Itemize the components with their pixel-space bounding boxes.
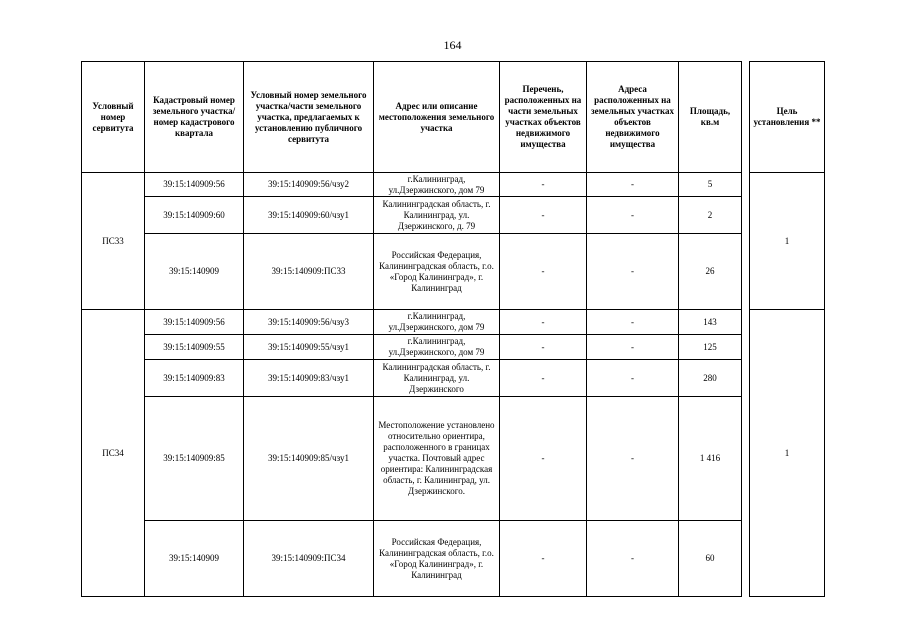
header-area: Площадь, кв.м [679, 62, 742, 173]
address-cell: г.Калининград, ул.Дзержинского, дом 79 [374, 310, 500, 335]
objects-cell: - [500, 521, 587, 597]
gap-cell [742, 173, 750, 310]
cadastral-cell: 39:15:140909:56 [145, 173, 244, 197]
objects-address-cell: - [587, 197, 679, 234]
page-number: 164 [443, 38, 462, 52]
address-cell: Российская Федерация, Калининградская область, г.о. «Город Калининград», г. Калининград [374, 234, 500, 310]
objects-cell: - [500, 360, 587, 397]
address-cell: Калининградская область, г. Калининград, ул. Дзержинского, д. 79 [374, 197, 500, 234]
table-row [82, 173, 825, 197]
cadastral-cell: 39:15:140909:60 [145, 197, 244, 234]
address-cell: Местоположение установлено относительно ориентира, расположенного в границах участка. Почтовый адрес ориентира: Калининградская область, г. Калининград, ул. Дзержинского. [374, 397, 500, 521]
area-cell: 125 [679, 335, 742, 360]
table-row [82, 234, 825, 310]
address-cell: Калининградская область, г. Калининград, ул. Дзержинского [374, 360, 500, 397]
part-cell: 39:15:140909:56/чзу2 [244, 173, 374, 197]
objects-cell: - [500, 173, 587, 197]
part-cell: 39:15:140909:60/чзу1 [244, 197, 374, 234]
area-cell: 26 [679, 234, 742, 310]
header-objects-list: Перечень, расположенных на части земельных участках объектов недвижимого имущества [500, 62, 587, 173]
header-objects-address: Адреса расположенных на земельных участках объектов недвижимого имущества [587, 62, 679, 173]
cadastral-cell: 39:15:140909 [145, 521, 244, 597]
objects-address-cell: - [587, 521, 679, 597]
cadastral-cell: 39:15:140909:56 [145, 310, 244, 335]
objects-address-cell: - [587, 360, 679, 397]
part-cell: 39:15:140909:85/чзу1 [244, 397, 374, 521]
objects-cell: - [500, 234, 587, 310]
servitude-table [81, 61, 825, 597]
objects-cell: - [500, 310, 587, 335]
cadastral-cell: 39:15:140909:85 [145, 397, 244, 521]
objects-address-cell: - [587, 397, 679, 521]
area-cell: 60 [679, 521, 742, 597]
cadastral-cell: 39:15:140909:55 [145, 335, 244, 360]
header-row [82, 62, 825, 173]
servitude-number: ПС34 [82, 310, 145, 597]
objects-address-cell: - [587, 234, 679, 310]
header-conditional-part: Условный номер земельного участка/части земельного участка, предлагаемых к установлению публичного сервитута [244, 62, 374, 173]
objects-cell: - [500, 397, 587, 521]
header-cadastral: Кадастровый номер земельного участка/номер кадастрового квартала [145, 62, 244, 173]
purpose-cell: 1 [750, 310, 825, 597]
part-cell: 39:15:140909:ПС33 [244, 234, 374, 310]
part-cell: 39:15:140909:ПС34 [244, 521, 374, 597]
table-row [82, 335, 825, 360]
servitude-number: ПС33 [82, 173, 145, 310]
gap-cell [742, 310, 750, 597]
part-cell: 39:15:140909:55/чзу1 [244, 335, 374, 360]
header-purpose: Цель установления ** [750, 62, 825, 173]
address-cell: г.Калининград, ул.Дзержинского, дом 79 [374, 335, 500, 360]
area-cell: 280 [679, 360, 742, 397]
objects-cell: - [500, 197, 587, 234]
table-row [82, 397, 825, 521]
objects-address-cell: - [587, 310, 679, 335]
part-cell: 39:15:140909:83/чзу1 [244, 360, 374, 397]
table-row [82, 197, 825, 234]
part-cell: 39:15:140909:56/чзу3 [244, 310, 374, 335]
objects-address-cell: - [587, 335, 679, 360]
address-cell: Российская Федерация, Калининградская область, г.о. «Город Калининград», г. Калининград [374, 521, 500, 597]
objects-cell: - [500, 335, 587, 360]
cadastral-cell: 39:15:140909:83 [145, 360, 244, 397]
cadastral-cell: 39:15:140909 [145, 234, 244, 310]
objects-address-cell: - [587, 173, 679, 197]
header-gap [742, 62, 750, 173]
purpose-cell: 1 [750, 173, 825, 310]
address-cell: г.Калининград, ул.Дзержинского, дом 79 [374, 173, 500, 197]
area-cell: 143 [679, 310, 742, 335]
area-cell: 5 [679, 173, 742, 197]
table-row [82, 310, 825, 335]
area-cell: 1 416 [679, 397, 742, 521]
header-address: Адрес или описание местоположения земельного участка [374, 62, 500, 173]
table-row [82, 521, 825, 597]
area-cell: 2 [679, 197, 742, 234]
table-row [82, 360, 825, 397]
header-servitude: Условный номер сервитута [82, 62, 145, 173]
